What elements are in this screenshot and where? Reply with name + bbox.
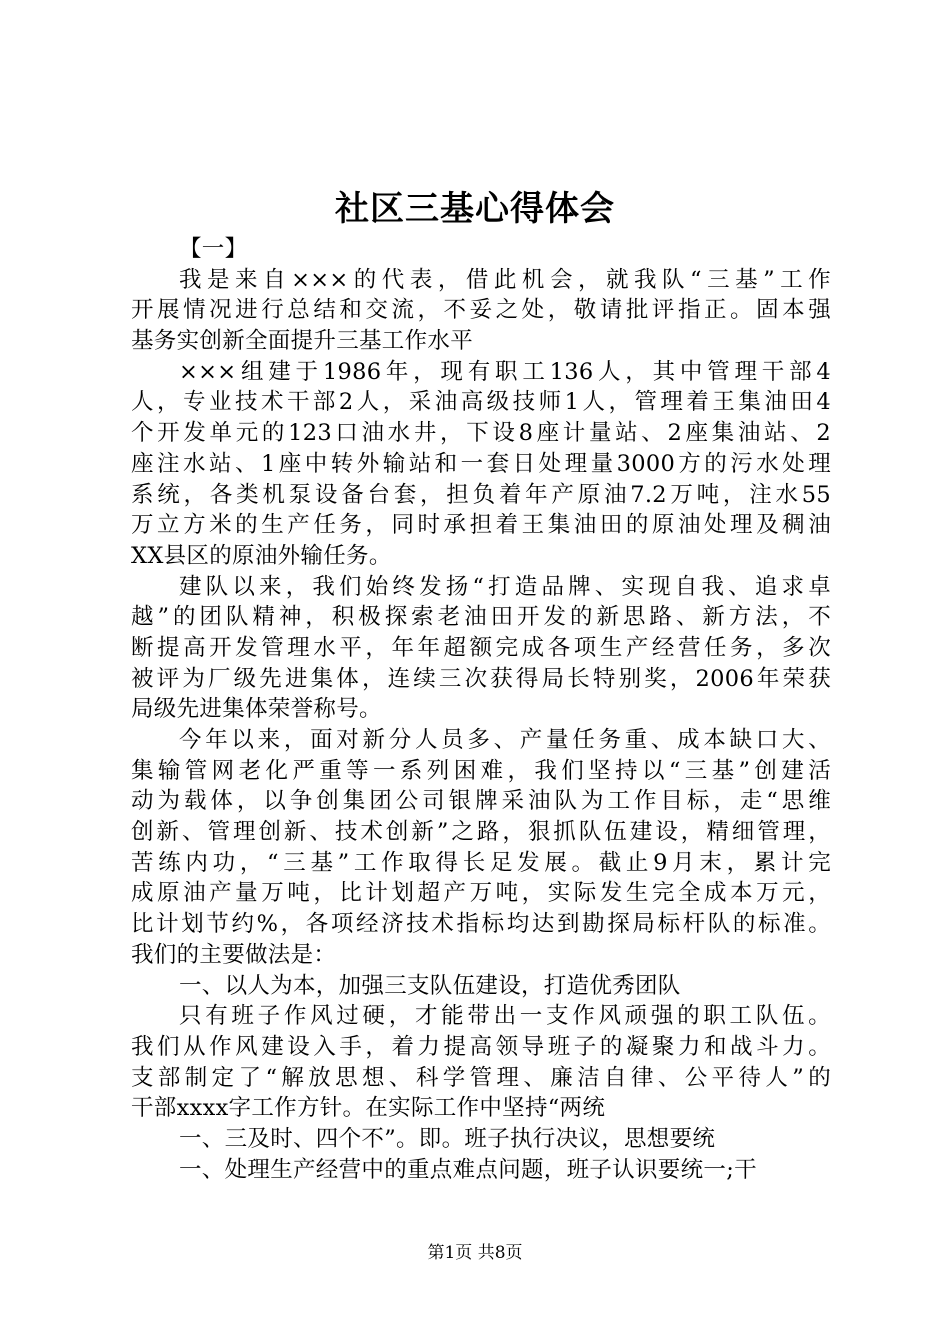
paragraph-line: 万立方米的生产任务，同时承担着王集油田的原油处理及稠油	[131, 512, 831, 539]
paragraph-line: 越”的团队精神，积极探索老油田开发的新思路、新方法，不	[131, 604, 831, 631]
paragraph-line: 创新、管理创新、技术创新”之路，狠抓队伍建设，精细管理，	[131, 819, 831, 846]
paragraph-line: 我们从作风建设入手，着力提高领导班子的凝聚力和战斗力。	[131, 1033, 831, 1060]
paragraph-line: 断提高开发管理水平，年年超额完成各项生产经营任务，多次	[131, 634, 831, 661]
paragraph-line: 我们的主要做法是：	[131, 941, 337, 968]
paragraph-line: 比计划节约%，各项经济技术指标均达到勘探局标杆队的标准。	[131, 911, 831, 938]
paragraph-line: 支部制定了“解放思想、科学管理、廉洁自律、公平待人”的	[131, 1064, 831, 1091]
paragraph-line: 一、处理生产经营中的重点难点问题，班子认识要统一;干	[179, 1156, 757, 1183]
paragraph-line: 座注水站、1座中转外输站和一套日处理量3000方的污水处理	[131, 450, 831, 477]
section-marker: 【一】	[179, 236, 248, 262]
paragraph-line: ×××组建于1986年，现有职工136人，其中管理干部4	[179, 358, 831, 385]
section-heading: 一、以人为本，加强三支队伍建设，打造优秀团队	[179, 972, 681, 999]
page-footer: 第1页 共8页	[427, 1243, 523, 1263]
paragraph-line: 干部xxxx字工作方针。在实际工作中坚持“两统	[131, 1095, 606, 1122]
paragraph-line: 只有班子作风过硬，才能带出一支作风顽强的职工队伍。	[179, 1003, 831, 1030]
paragraph-line: 动为载体，以争创集团公司银牌采油队为工作目标，走“思维	[131, 788, 831, 815]
paragraph-line: XX县区的原油外输任务。	[131, 542, 392, 569]
paragraph-line: 集输管网老化严重等一系列困难，我们坚持以“三基”创建活	[131, 757, 831, 784]
paragraph-line: 开展情况进行总结和交流，不妥之处，敬请批评指正。固本强	[131, 297, 831, 324]
paragraph-line: 我是来自×××的代表，借此机会，就我队“三基”工作	[179, 266, 831, 293]
paragraph-line: 人，专业技术干部2人，采油高级技师1人，管理着王集油田4	[131, 389, 831, 416]
paragraph-line: 系统，各类机泵设备台套，担负着年产原油7.2万吨，注水55	[131, 481, 831, 508]
paragraph-line: 被评为厂级先进集体，连续三次获得局长特别奖，2006年荣获	[131, 665, 831, 692]
paragraph-line: 建队以来，我们始终发扬“打造品牌、实现自我、追求卓	[179, 573, 831, 600]
paragraph-line: 成原油产量万吨，比计划超产万吨，实际发生完全成本万元，	[131, 880, 831, 907]
document-body	[131, 234, 831, 1185]
paragraph-line: 基务实创新全面提升三基工作水平	[131, 328, 474, 355]
paragraph-line: 今年以来，面对新分人员多、产量任务重、成本缺口大、	[179, 727, 831, 753]
paragraph-line: 苦练内功，“三基”工作取得长足发展。截止9月末，累计完	[131, 849, 831, 876]
paragraph-line: 个开发单元的123口油水井，下设8座计量站、2座集油站、2	[131, 420, 831, 447]
document-title: 社区三基心得体会	[335, 189, 615, 229]
paragraph-line: 局级先进集体荣誉称号。	[131, 696, 382, 723]
paragraph-line: 一、三及时、四个不”。即。班子执行决议，思想要统	[179, 1125, 716, 1152]
